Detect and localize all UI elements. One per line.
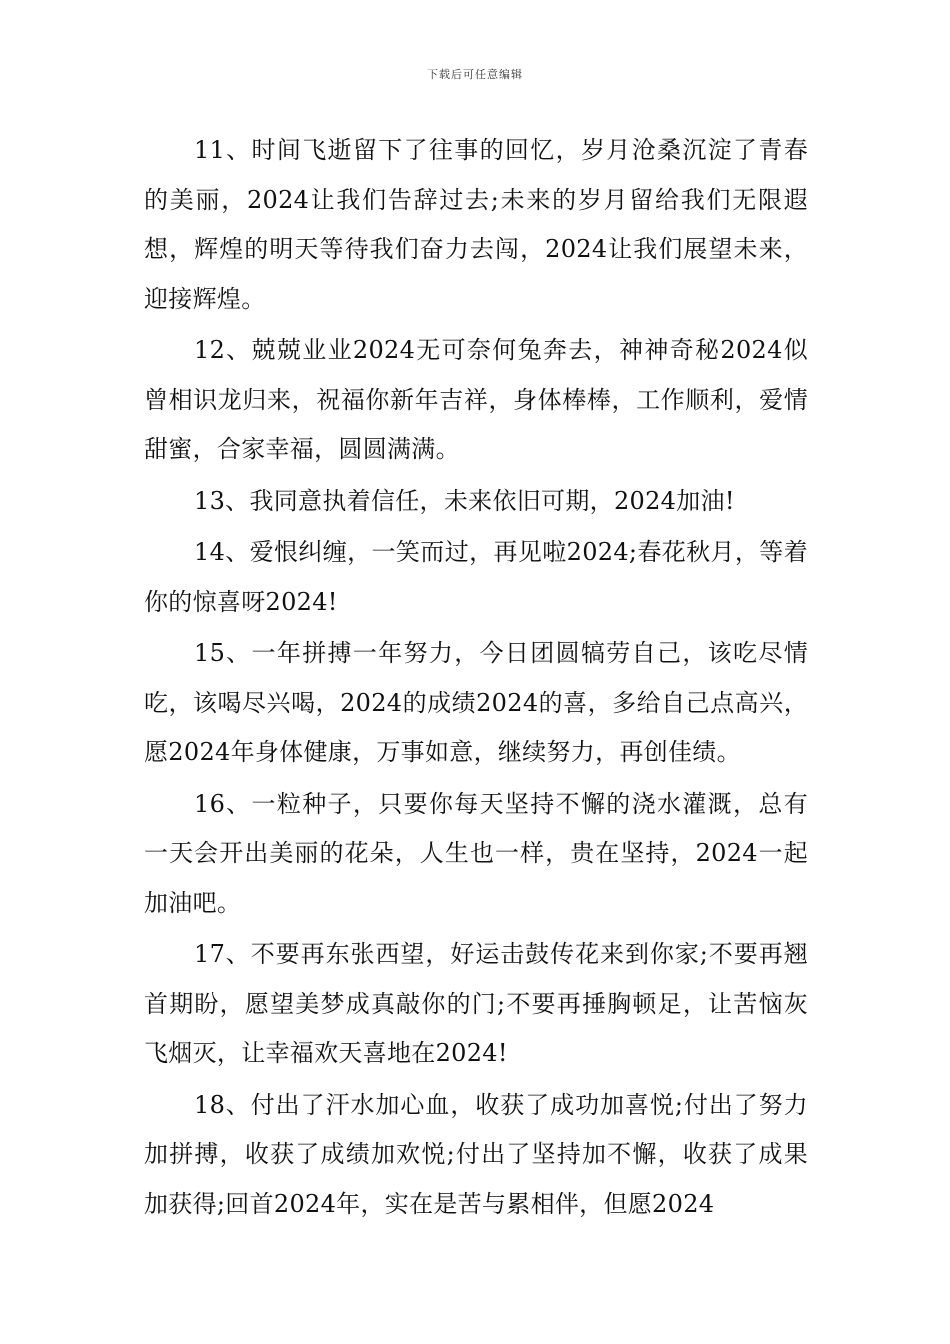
paragraph-14: 14、爱恨纠缠，一笑而过，再见啦2024;春花秋月，等着你的惊喜呀2024! — [144, 538, 808, 616]
document-body — [144, 126, 808, 1231]
paragraph-18: 18、付出了汗水加心血，收获了成功加喜悦;付出了努力加拼搏，收获了成绩加欢悦;付出了坚持加不懈，收获了成果加获得;回首2024年，实在是苦与累相伴，但愿2024 — [144, 1090, 808, 1218]
paragraph-16: 16、一粒种子，只要你每天坚持不懈的浇水灌溉，总有一天会开出美丽的花朵，人生也一样，贵在坚持，2024一起加油吧。 — [144, 789, 808, 917]
paragraph-11: 11、时间飞逝留下了往事的回忆，岁月沧桑沉淀了青春的美丽，2024让我们告辞过去;未来的岁月留给我们无限遐想，辉煌的明天等待我们奋力去闯，2024让我们展望未来，迎接辉煌。 — [144, 136, 808, 313]
paragraph-13: 13、我同意执着信任，未来依旧可期，2024加油! — [194, 486, 735, 515]
paragraph-15: 15、一年拼搏一年努力，今日团圆犒劳自己，该吃尽情吃，该喝尽兴喝，2024的成绩2024的喜，多给自己点高兴，愿2024年身体健康，万事如意，继续努力，再创佳绩。 — [144, 639, 808, 766]
paragraph-12: 12、兢兢业业2024无可奈何兔奔去，神神奇秘2024似曾相识龙归来，祝福你新年吉祥，身体棒棒，工作顺利，爱情甜蜜，合家幸福，圆圆满满。 — [144, 336, 808, 463]
paragraph-17: 17、不要再东张西望，好运击鼓传花来到你家;不要再翘首期盼，愿望美梦成真敲你的门;不要再捶胸顿足，让苦恼灰飞烟灭，让幸福欢天喜地在2024! — [144, 940, 808, 1067]
page-header-note: 下载后可任意编辑 — [427, 68, 523, 81]
